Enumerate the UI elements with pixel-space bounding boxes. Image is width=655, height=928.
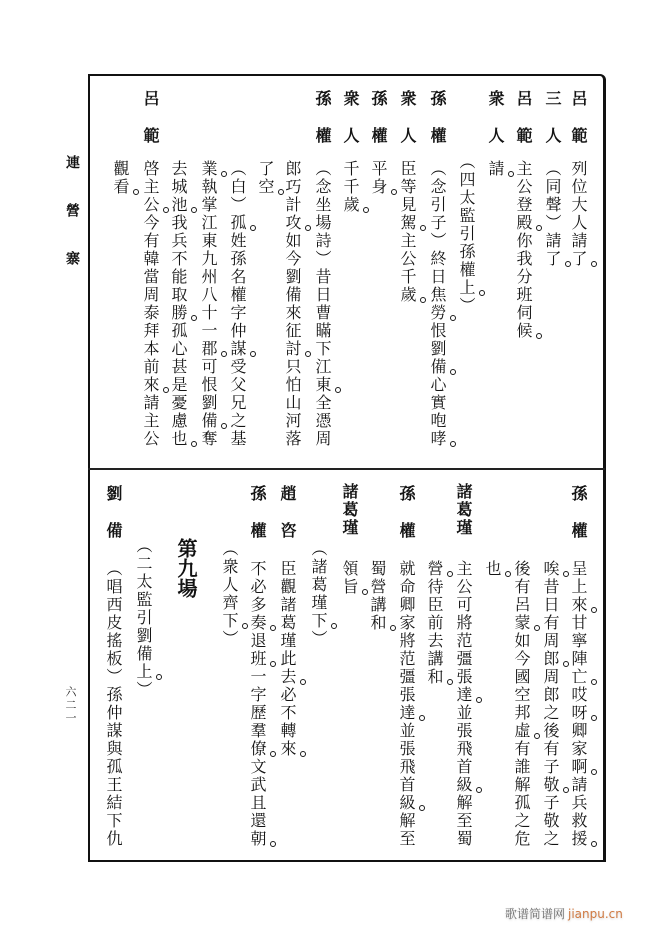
running-title: 連營寨 bbox=[64, 155, 80, 299]
line-text: 平身 bbox=[369, 160, 388, 196]
page-number: 六二一 bbox=[64, 686, 77, 725]
watermark-site-name: 歌谱简谱网 bbox=[505, 907, 566, 921]
line-text: 唉昔日有周郎周郎之後有子敬子敬之 bbox=[541, 560, 560, 848]
speaker-name: 趙咨 bbox=[278, 485, 297, 559]
line-text: （念坐場詩）昔日曹瞞下江東全憑周 bbox=[313, 160, 332, 448]
speaker-name: 三人 bbox=[543, 90, 562, 164]
speaker-name: 孫權 bbox=[397, 485, 416, 559]
continuation-line bbox=[169, 0, 187, 928]
dialogue-line bbox=[454, 0, 472, 928]
line-text: 就命卿家將范彊張達並張飛首級解至 bbox=[397, 560, 416, 848]
speaker-name: 呂範 bbox=[514, 90, 533, 164]
continuation-line bbox=[483, 0, 501, 928]
speaker-name: 呂範 bbox=[569, 90, 588, 164]
line-text: 後有呂蒙如今國空邦虛有誰解孤之危 bbox=[512, 560, 531, 848]
line-text: 去城池我兵不能取勝孤心甚是憂慮也 bbox=[169, 160, 188, 448]
line-text: （白）孤姓孫名權字仲謀受父兄之基 bbox=[228, 160, 247, 448]
dialogue-line bbox=[248, 0, 266, 928]
continuation-line bbox=[368, 0, 386, 928]
line-text: 主公登殿你我分班伺候 bbox=[514, 160, 533, 340]
line-text: 主公可將范彊張達並張飛首級解至蜀 bbox=[454, 560, 473, 848]
scene-heading: 第九場 bbox=[174, 538, 198, 598]
line-text: 了空 bbox=[256, 160, 275, 196]
line-text: 列位大人請了 bbox=[569, 160, 588, 268]
line-text: 觀看 bbox=[111, 160, 130, 196]
continuation-line bbox=[425, 0, 443, 928]
speaker-name: 衆人 bbox=[398, 90, 417, 164]
speaker-name: 孫權 bbox=[428, 90, 447, 164]
dialogue-line bbox=[104, 0, 122, 928]
direction-text: （二太監引劉備上） bbox=[134, 537, 153, 699]
line-text: 臣等見駕主公千歲 bbox=[398, 160, 417, 304]
direction-text: （四太監引孫權上） bbox=[457, 153, 476, 315]
dialogue-line bbox=[569, 0, 587, 928]
line-text: 臣觀諸葛瑾此去必不轉來 bbox=[278, 560, 297, 758]
line-text: 業執掌江東九州八十一郡可恨劉備奪 bbox=[199, 160, 218, 448]
watermark-url: jianpu.cn bbox=[568, 907, 623, 921]
stage-direction bbox=[220, 0, 238, 928]
line-text: 營待臣前去講和 bbox=[425, 560, 444, 686]
line-text: 呈上來甘寧陣亡哎呀卿家啊請兵救援 bbox=[569, 560, 588, 848]
speaker-name: 諸葛瑾 bbox=[340, 483, 359, 537]
stage-direction bbox=[309, 0, 327, 928]
line-text: 郎巧計攻如今劉備來征討只怕山河落 bbox=[283, 160, 302, 448]
continuation-line bbox=[541, 0, 562, 928]
line-text: （念引子）終日焦勞恨劉備心實咆哮 bbox=[428, 160, 447, 448]
dialogue-line bbox=[278, 0, 296, 928]
direction-text: （諸葛瑾下） bbox=[309, 540, 328, 648]
line-text: 也 bbox=[483, 560, 502, 578]
watermark bbox=[505, 905, 623, 922]
direction-text: （衆人齊下） bbox=[220, 540, 239, 648]
speaker-name: 劉備 bbox=[104, 485, 123, 559]
speaker-name: 衆人 bbox=[341, 90, 360, 164]
line-text: 千千歲 bbox=[341, 160, 360, 214]
continuation-line bbox=[512, 0, 533, 928]
speaker-name: 諸葛瑾 bbox=[454, 483, 473, 537]
line-text: 領旨 bbox=[340, 560, 359, 596]
line-text: 蜀營講和 bbox=[368, 560, 387, 632]
line-text: 請 bbox=[486, 160, 505, 178]
dialogue-line bbox=[397, 0, 415, 928]
stage-direction bbox=[134, 0, 152, 928]
speaker-name: 呂範 bbox=[141, 90, 160, 164]
dialogue-line bbox=[340, 0, 358, 928]
speaker-name: 孫權 bbox=[313, 90, 332, 164]
line-text: 啓主公今有韓當周泰拜本前來請主公 bbox=[141, 160, 160, 448]
line-text: （唱西皮搖板）孫仲謀與孤王結下仇 bbox=[104, 560, 123, 848]
continuation-line bbox=[199, 0, 217, 928]
speaker-name: 衆人 bbox=[486, 90, 505, 164]
speaker-name: 孫權 bbox=[569, 485, 588, 559]
speaker-name: 孫權 bbox=[369, 90, 388, 164]
line-text: （同聲）請了 bbox=[543, 160, 562, 268]
line-text: 不必多奏退班一字歷羣僚文武且還朝 bbox=[248, 560, 267, 848]
speaker-name: 孫權 bbox=[248, 485, 267, 559]
